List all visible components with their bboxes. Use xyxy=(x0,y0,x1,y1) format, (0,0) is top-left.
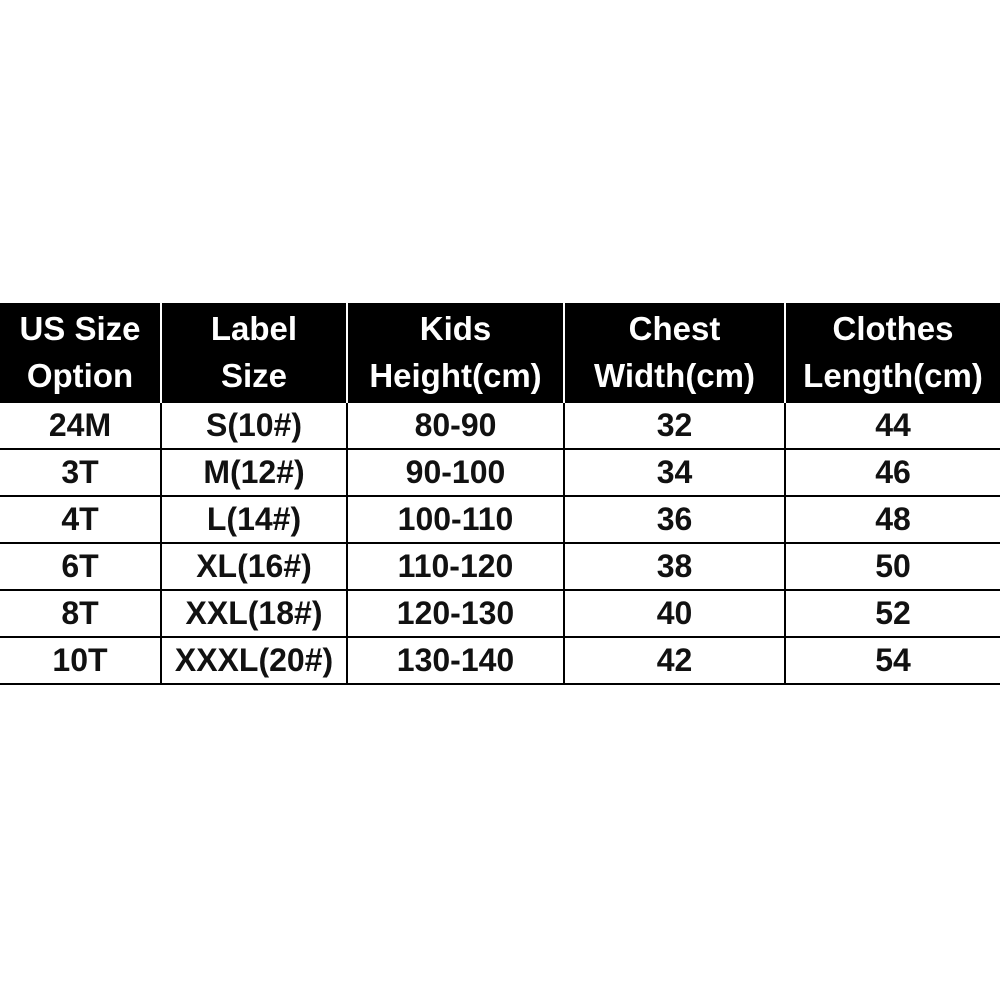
cell-chest-width: 40 xyxy=(564,590,785,637)
cell-us-size: 4T xyxy=(0,496,161,543)
header-kids-height xyxy=(347,303,564,402)
cell-label-size: XXL(18#) xyxy=(161,590,347,637)
header-line: Clothes xyxy=(832,310,954,347)
size-chart-header xyxy=(0,303,1000,402)
table-row xyxy=(0,449,1000,496)
cell-us-size: 10T xyxy=(0,637,161,684)
header-chest-width xyxy=(564,303,785,402)
cell-kids-height: 90-100 xyxy=(347,449,564,496)
cell-clothes-length: 48 xyxy=(785,496,1000,543)
header-label-size xyxy=(161,303,347,402)
header-line: Option xyxy=(26,357,134,394)
header-line: Label xyxy=(210,310,298,347)
header-us-size-option xyxy=(0,303,161,402)
table-row xyxy=(0,402,1000,449)
cell-label-size: M(12#) xyxy=(161,449,347,496)
header-row xyxy=(0,303,1000,402)
cell-clothes-length: 52 xyxy=(785,590,1000,637)
header-line: Height(cm) xyxy=(369,357,542,394)
cell-us-size: 3T xyxy=(0,449,161,496)
cell-kids-height: 130-140 xyxy=(347,637,564,684)
cell-us-size: 24M xyxy=(0,402,161,449)
table-row xyxy=(0,637,1000,684)
header-line: Chest xyxy=(628,310,721,347)
cell-kids-height: 80-90 xyxy=(347,402,564,449)
cell-chest-width: 34 xyxy=(564,449,785,496)
size-chart-body xyxy=(0,402,1000,684)
cell-label-size: S(10#) xyxy=(161,402,347,449)
cell-kids-height: 120-130 xyxy=(347,590,564,637)
header-line: US Size xyxy=(19,310,141,347)
cell-label-size: L(14#) xyxy=(161,496,347,543)
cell-label-size: XXXL(20#) xyxy=(161,637,347,684)
header-line: Width(cm) xyxy=(593,357,755,394)
size-chart-table xyxy=(0,303,1000,685)
cell-clothes-length: 46 xyxy=(785,449,1000,496)
header-clothes-length xyxy=(785,303,1000,402)
cell-chest-width: 32 xyxy=(564,402,785,449)
cell-chest-width: 38 xyxy=(564,543,785,590)
header-line: Kids xyxy=(419,310,492,347)
table-row xyxy=(0,496,1000,543)
cell-kids-height: 100-110 xyxy=(347,496,564,543)
cell-clothes-length: 54 xyxy=(785,637,1000,684)
cell-clothes-length: 50 xyxy=(785,543,1000,590)
header-line: Length(cm) xyxy=(803,357,983,394)
table-row xyxy=(0,543,1000,590)
cell-us-size: 8T xyxy=(0,590,161,637)
cell-label-size: XL(16#) xyxy=(161,543,347,590)
cell-chest-width: 42 xyxy=(564,637,785,684)
header-line: Size xyxy=(220,357,288,394)
cell-chest-width: 36 xyxy=(564,496,785,543)
table-row xyxy=(0,590,1000,637)
cell-kids-height: 110-120 xyxy=(347,543,564,590)
cell-clothes-length: 44 xyxy=(785,402,1000,449)
cell-us-size: 6T xyxy=(0,543,161,590)
